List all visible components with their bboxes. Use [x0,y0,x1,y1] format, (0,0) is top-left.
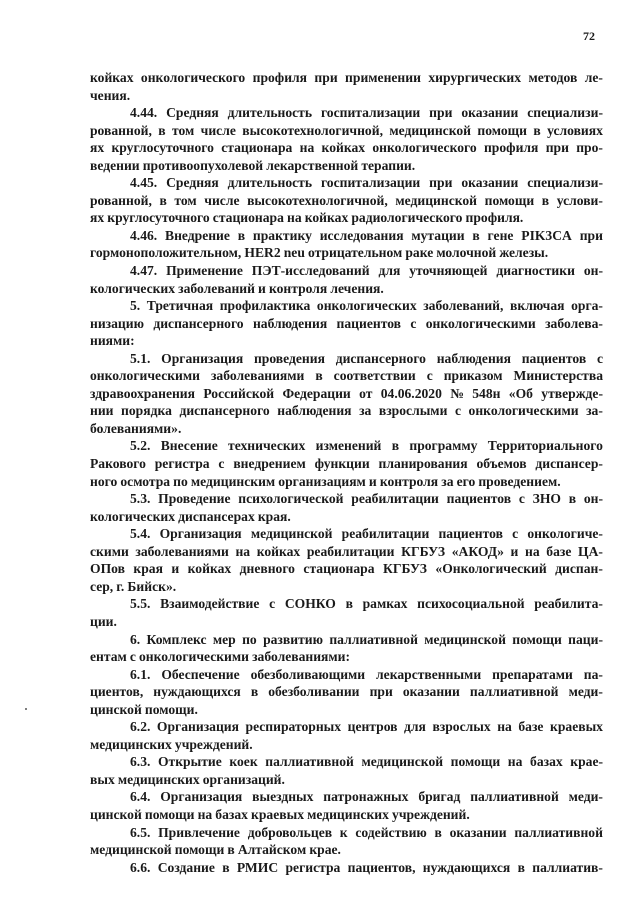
word: на [507,754,523,770]
word: 6. [130,631,141,647]
text-line [90,70,603,88]
text-line [90,368,603,386]
word: он- [583,491,603,507]
word: высокотехнологичной, [247,192,388,208]
word: за [359,403,372,419]
word: КГБУЗ [401,543,446,559]
text-line: цинской помощи на базах краевых медицинских учреждений. [90,806,470,822]
word: наблюдения [436,350,511,366]
word: ПЭТ-исследований [251,263,370,279]
word: скими [90,543,129,559]
text-line: ции. [90,613,117,629]
word: мер [212,631,236,647]
word: паци- [568,631,603,647]
word: добровольцев [247,824,333,840]
word: том [174,192,197,208]
word: онкологического [372,140,477,156]
word: в [237,227,246,243]
word: с [512,526,519,542]
word: 4.47. [130,263,158,279]
word: орга- [571,298,603,314]
word: паллиативной [514,824,603,840]
word: базе [546,543,572,559]
text-line [90,456,603,474]
word: регистра [154,456,210,472]
word: изменений [315,438,382,454]
word: выездных [252,789,314,805]
word: онкологическими [468,403,579,419]
word: базах [530,754,563,770]
word: при [369,684,393,700]
word: обезболивании [268,684,360,700]
word: дневного [239,561,295,577]
word: при [545,140,569,156]
word: нуждающихся [153,684,241,700]
word: ях [90,140,105,156]
text-line [90,298,603,316]
word: госпитализации [320,105,421,121]
word: помощи [512,631,562,647]
word: «Онкологический [435,561,547,577]
text-line: ного осмотра по медицинским организациям и контроля за его проведением. [90,473,561,489]
word: психосоциальной [417,596,525,612]
word: исследования [319,227,404,243]
word: «Об [508,385,533,401]
word: функции [314,456,370,472]
text-line [90,596,603,614]
word: психологической [238,491,344,507]
text-line: цинской помощи. [90,701,198,717]
text-line [90,140,603,158]
word: и [171,561,180,577]
word: меди- [568,789,603,805]
word: том [171,122,195,138]
word: в [391,438,400,454]
word: паллиатив- [532,859,603,875]
text-line [90,123,603,141]
word: при [429,105,453,121]
word: с [518,491,525,507]
word: базе [518,719,544,735]
word: числе [204,192,240,208]
word: на [235,543,251,559]
word: № [450,385,464,401]
text-line [90,825,603,843]
word: патронажных [323,789,409,805]
text-line [90,491,603,509]
text-line: болеваниями». [90,420,182,436]
word: в [541,192,550,208]
text-line: кологических заболеваний и контроля лечения. [90,280,384,296]
word: 6.1. [130,666,151,682]
word: на [497,719,512,735]
page-number: 72 [583,29,595,43]
word: паллиативной [470,789,559,805]
word: меди- [568,684,603,700]
text-line [90,175,603,193]
word: стационара [303,561,375,577]
word: PIK3CA [521,227,572,243]
word: циентов, [90,684,144,700]
word: оказании [402,684,460,700]
word: медицинской [424,631,506,647]
word: наблюдения [252,315,328,331]
word: Обеспечение [161,666,240,682]
word: рамках [362,596,408,612]
word: в [158,122,166,138]
word: Применение [166,263,243,279]
word: Российской [203,385,275,401]
word: внедрением [233,456,306,472]
text-line: гормоноположительном, HER2 neu отрицательном раке молочной железы. [90,245,549,261]
word: методов [528,70,578,85]
text-line [90,561,603,579]
word: оказании [461,105,519,121]
word: на [299,140,315,156]
word: числе [200,122,236,138]
word: онкологических [316,298,417,314]
word: в [315,368,323,384]
word: на [525,543,540,559]
scan-speck [25,708,27,710]
word: паллиативной [265,754,354,770]
word: ле- [584,70,603,85]
word: для [404,719,426,735]
word: диспансер- [535,456,603,472]
word: коек [229,754,258,770]
word: Проведение [158,491,231,507]
word: СОНКО [284,596,336,612]
word: обезболивающими [250,666,366,682]
word: пациентов [521,350,587,366]
word: применении [345,70,421,85]
word: Средняя [166,105,219,121]
word: 04.06.2020 [380,385,442,401]
word: Организация [160,789,243,805]
text-line: ведении противоопухолевой лекарственной терапии. [90,157,416,173]
word: 4.45. [130,175,158,191]
word: койках [187,561,232,577]
text-line [90,684,603,702]
word: здравоохранения [90,385,195,401]
word: специализи- [527,175,603,191]
word: реабилита- [534,596,603,612]
text-line [90,351,603,369]
text-line: медицинских учреждений. [90,736,253,752]
text-line: сер, г. Бийск». [90,578,177,594]
word: онкологического [140,70,246,85]
word: ЦА- [578,543,603,559]
word: с [454,403,461,419]
text-line [90,544,603,562]
word: длительность [227,105,313,121]
word: с [269,596,276,612]
word: помощи [477,122,527,138]
word: диспансерного [335,350,426,366]
word: с [426,368,433,384]
word: Взаимодействие [160,596,260,612]
word: развитию [263,631,323,647]
word: 5. [130,298,141,314]
word: при [314,70,338,85]
text-line [90,667,603,685]
word: РМИС [236,859,279,875]
word: респираторных [245,719,342,735]
text-line [90,228,603,246]
word: приказом [443,368,503,384]
word: при [429,175,453,191]
word: и [510,543,519,559]
word: условиях [547,122,603,138]
text-line [90,754,603,772]
word: койках [90,70,134,85]
word: койках [256,543,301,559]
word: центров [347,719,398,735]
word: про- [576,140,603,156]
word: профиля [252,70,308,85]
word: 6.5. [130,824,151,840]
word: заболеваний, [423,298,504,314]
word: нии [90,403,114,419]
word: ОПов [90,561,125,577]
text-line [90,403,603,421]
word: бригад [418,789,461,805]
word: в [222,859,230,875]
word: реабилитации [351,491,439,507]
word: в [159,192,167,208]
word: пациентов [438,526,503,542]
word: помощи [450,754,501,770]
text-line [90,719,603,737]
word: с [218,456,225,472]
word: 5.1. [130,350,151,366]
word: программу [409,438,478,454]
text-line: вых медицинских организаций. [90,771,285,787]
word: хирургических [428,70,522,85]
word: рованной, [90,192,152,208]
word: в [472,227,480,243]
word: па- [583,666,603,682]
word: 5.2. [130,438,151,454]
word: Создание [157,859,215,875]
word: онкологическими [425,315,536,331]
word: 6.2. [130,719,151,735]
text-line [90,632,603,650]
word: в [434,824,442,840]
word: Средняя [166,175,219,191]
word: оказании [461,175,519,191]
word: онкологическими [90,368,200,384]
text-line: медицинской помощи в Алтайском крае. [90,842,341,858]
word: реабилитации [341,526,430,542]
word: диагностики [496,263,575,279]
word: 6.6. [130,859,151,875]
word: утвержде- [541,385,603,401]
word: в [568,491,577,507]
word: Открытие [157,754,222,770]
word: проведения [253,350,325,366]
word: Организация [156,719,239,735]
word: диспан- [555,561,603,577]
word: реабилитации [306,543,395,559]
document-body [90,70,603,877]
word: в [345,596,353,612]
word: паллиативной [329,631,418,647]
word: в [533,122,541,138]
word: при [579,227,603,243]
word: в [517,859,525,875]
word: диспансерного [153,315,244,331]
word: ЗНО [532,491,561,507]
text-line [90,105,603,123]
word: краевых [550,719,603,735]
word: койках [321,140,366,156]
text-line [90,789,603,807]
word: 5.3. [130,491,151,507]
word: заболеваниями [210,368,305,384]
word: гене [487,227,514,243]
word: Привлечение [158,824,240,840]
word: рованной, [90,122,152,138]
word: 5.4. [130,526,151,542]
text-line [90,438,603,456]
word: практику [252,227,312,243]
word: порядка [121,403,172,419]
word: технических [228,438,306,454]
word: 548н [472,385,501,401]
word: пациентов [336,315,402,331]
word: 4.46. [130,227,158,243]
word: за- [586,403,603,419]
text-line [90,316,603,334]
word: онкологиче- [527,526,603,542]
word: для [378,263,401,279]
word: включая [510,298,565,314]
word: в [250,684,259,700]
word: 5.5. [130,596,151,612]
word: планирования [378,456,468,472]
text-line [90,193,603,211]
word: взрослыми [378,403,448,419]
word: с [596,350,603,366]
word: медицинской [395,192,478,208]
word: мутации [411,227,465,243]
word: длительность [227,175,313,191]
word: услови- [556,192,603,208]
word: диспансерного [179,403,270,419]
word: Ракового [90,456,146,472]
word: помощи [484,192,535,208]
word: медицинской [389,122,471,138]
word: содействию [355,824,427,840]
word: пациентов [446,491,512,507]
word: пациентов, [347,859,416,875]
word: нуждающихся [422,859,511,875]
word: края [133,561,163,577]
word: к [339,824,348,840]
text-line [90,386,603,404]
word: заболеваниями [135,543,229,559]
word: лекарственными [376,666,482,682]
word: профиля [483,140,539,156]
word: крае- [570,754,603,770]
text-line [90,860,603,878]
word: медицинской [250,526,333,542]
word: низацию [90,315,144,331]
word: Внедрение [165,227,230,243]
text-line [90,526,603,544]
word: специализи- [527,105,603,121]
text-line: ентам с онкологическими заболеваниями: [90,649,351,665]
word: он- [583,263,603,279]
text-line [90,263,603,281]
word: регистра [285,859,341,875]
word: Организация [159,526,242,542]
text-line: ниями: [90,333,135,349]
word: паллиативной [469,684,559,700]
text-line: ях круглосуточного стационара на койках радиологического профиля. [90,210,524,226]
word: 4.44. [130,105,158,121]
word: медицинской [361,754,444,770]
word: Территориального [487,438,603,454]
word: оказании [449,824,507,840]
text-line: чения. [90,87,131,103]
word: Организация [161,350,244,366]
word: Комплекс [146,631,207,647]
word: Федерации [282,385,351,401]
word: 6.3. [130,754,151,770]
word: профилактика [219,298,311,314]
word: с [410,315,417,331]
word: соответствии [333,368,416,384]
word: Внесение [160,438,218,454]
word: препаратами [492,666,573,682]
word: круглосуточного [111,140,214,156]
text-line: кологических диспансерах края. [90,508,291,524]
word: взрослых [432,719,491,735]
word: «АКОД» [451,543,504,559]
word: КГБУЗ [382,561,427,577]
word: наблюдения [277,403,352,419]
word: от [359,385,373,401]
word: Третичная [146,298,214,314]
word: стационара [221,140,293,156]
word: 6.4. [130,789,151,805]
word: объемов [476,456,527,472]
word: госпитализации [320,175,421,191]
word: высокотехнологичной, [242,122,383,138]
word: по [242,631,257,647]
word: заболева- [545,315,603,331]
word: уточняющей [409,263,488,279]
word: Министерства [513,368,603,384]
